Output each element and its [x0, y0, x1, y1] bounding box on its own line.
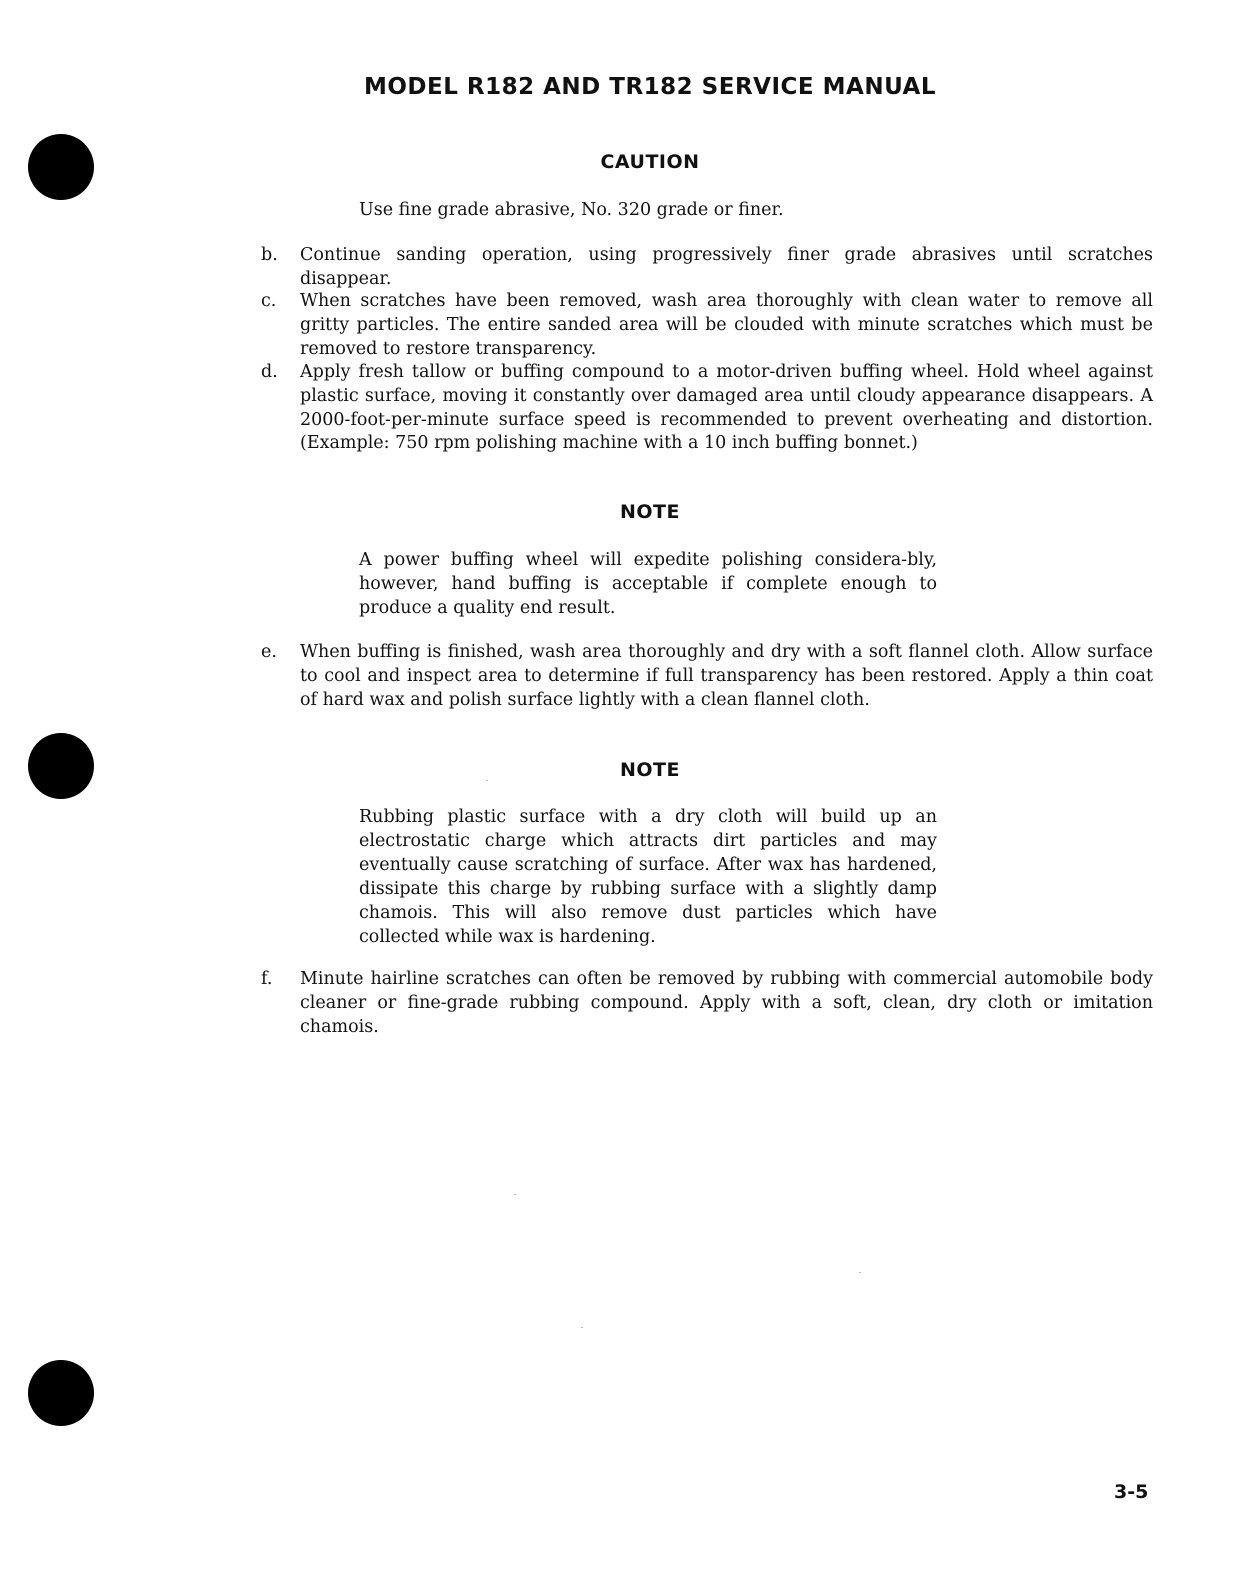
note-heading: NOTE [620, 501, 680, 523]
step-letter: f. [261, 969, 273, 989]
scan-speck [859, 1272, 861, 1273]
step-letter: c. [261, 291, 277, 311]
step-text: When buffing is finished, wash area thoroughly and dry with a soft flannel cloth. Allow surface to cool and inspect area to determine if full transparency has been restored. Apply a thin coat of hard wax and polish surface lightly with a clean flannel cloth. [300, 642, 1153, 710]
note-heading: NOTE [620, 759, 680, 781]
scan-speck [581, 1327, 583, 1328]
step-text: Apply fresh tallow or buffing compound to a motor-driven buffing wheel. Hold wheel against plastic surface, moving it constantly over damaged area until cloudy appearance disappears. A 2000-foot-per-minute surface speed is recommended to prevent overheating and distortion. (Example: 750 rpm polishing machine with a 10 inch buffing bonnet.) [300, 362, 1153, 454]
step-text: Continue sanding operation, using progressively finer grade abrasives until scratches disappear. [300, 245, 1153, 289]
procedure-step-d [261, 361, 1153, 456]
page-number: 3-5 [1114, 1481, 1149, 1503]
binder-punch-hole [28, 1360, 94, 1426]
scan-speck [514, 1194, 516, 1195]
scan-speck [486, 780, 488, 781]
procedure-step-e [261, 641, 1153, 712]
step-text: Minute hairline scratches can often be removed by rubbing with commercial automobile body cleaner or fine-grade rubbing compound. Apply with a soft, clean, dry cloth or imitation chamois. [300, 969, 1153, 1037]
procedure-step-c [261, 290, 1153, 361]
step-letter: b. [261, 245, 278, 265]
page-header-title: MODEL R182 AND TR182 SERVICE MANUAL [363, 74, 936, 100]
step-text: When scratches have been removed, wash area thoroughly with clean water to remove all gritty particles. The entire sanded area will be clouded with minute scratches which must be removed to restore transparency. [300, 291, 1153, 359]
procedure-step-b [261, 244, 1153, 292]
note-text: A power buffing wheel will expedite polishing considera-bly, however, hand buffing is acceptable if complete enough to produce a quality end result. [359, 550, 937, 618]
caution-text: Use fine grade abrasive, No. 320 grade or finer. [359, 200, 784, 220]
step-letter: d. [261, 362, 278, 382]
caution-heading: CAUTION [600, 151, 700, 173]
step-letter: e. [261, 642, 277, 662]
procedure-step-f [261, 968, 1153, 1039]
note-text: Rubbing plastic surface with a dry cloth will build up an electrostatic charge which attracts dirt particles and may eventually cause scratching of surface. After wax has hardened, dissipate this charge by rubbing surface with a slightly damp chamois. This will also remove dust particles which have collected while wax is hardening. [359, 807, 937, 947]
